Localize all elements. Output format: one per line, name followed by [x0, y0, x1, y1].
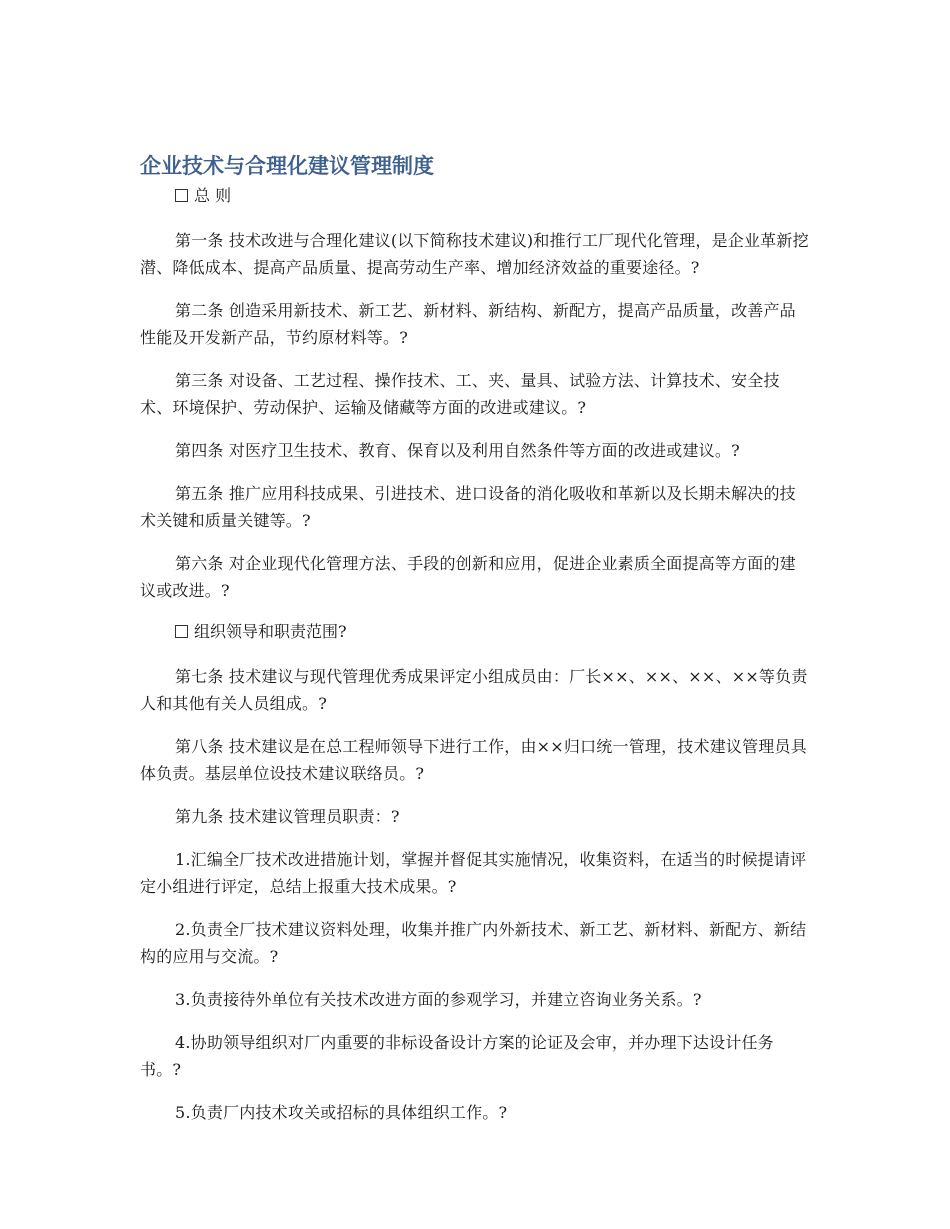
checkbox-icon [175, 625, 188, 638]
paragraph-duty-2: 2.负责全厂技术建议资料处理，收集并推广内外新技术、新工艺、新材料、新配方、新结构的应用与交流。? [140, 920, 807, 966]
paragraph-article-9: 第九条 技术建议管理员职责：? [175, 807, 400, 826]
paragraph-article-5: 第五条 推广应用科技成果、引进技术、进口设备的消化吸收和革新以及长期未解决的技术关键和质量关键等。? [140, 484, 796, 530]
paragraph-article-6: 第六条 对企业现代化管理方法、手段的创新和应用，促进企业素质全面提高等方面的建议或改进。? [140, 554, 796, 600]
paragraph-article-2: 第二条 创造采用新技术、新工艺、新材料、新结构、新配方，提高产品质量，改善产品性能及开发新产品，节约原材料等。? [140, 301, 796, 347]
paragraph-article-8: 第八条 技术建议是在总工程师领导下进行工作，由××归口统一管理，技术建议管理员具体负责。基层单位设技术建议联络员。? [140, 737, 807, 783]
document-title: 企业技术与合理化建议管理制度 [140, 154, 434, 178]
paragraph-article-4: 第四条 对医疗卫生技术、教育、保育以及利用自然条件等方面的改进或建议。? [175, 441, 740, 460]
section-heading-general [140, 184, 810, 208]
paragraph-duty-5: 5.负责厂内技术攻关或招标的具体组织工作。? [175, 1103, 508, 1122]
section-heading-organization [140, 620, 810, 644]
paragraph-duty-3: 3.负责接待外单位有关技术改进方面的参观学习，并建立咨询业务关系。? [175, 990, 702, 1009]
paragraph-article-7: 第七条 技术建议与现代管理优秀成果评定小组成员由：厂长××、××、××、××等负责人和其他有关人员组成。? [140, 667, 808, 713]
section-heading-text: 总 则 [194, 186, 232, 205]
checkbox-icon [175, 189, 188, 202]
paragraph-article-1: 第一条 技术改进与合理化建议(以下简称技术建议)和推行工厂现代化管理，是企业革新挖潜、降低成本、提高产品质量、提高劳动生产率、增加经济效益的重要途径。? [140, 231, 809, 277]
paragraph-duty-4: 4.协助领导组织对厂内重要的非标设备设计方案的论证及会审，并办理下达设计任务书。? [140, 1033, 774, 1079]
document-body [140, 184, 810, 1142]
paragraph-duty-1: 1.汇编全厂技术改进措施计划，掌握并督促其实施情况，收集资料，在适当的时候提请评定小组进行评定，总结上报重大技术成果。? [140, 850, 807, 896]
paragraph-article-3: 第三条 对设备、工艺过程、操作技术、工、夹、量具、试验方法、计算技术、安全技术、环境保护、劳动保护、运输及储藏等方面的改进或建议。? [140, 371, 780, 417]
section-heading-text: 组织领导和职责范围? [194, 622, 347, 641]
